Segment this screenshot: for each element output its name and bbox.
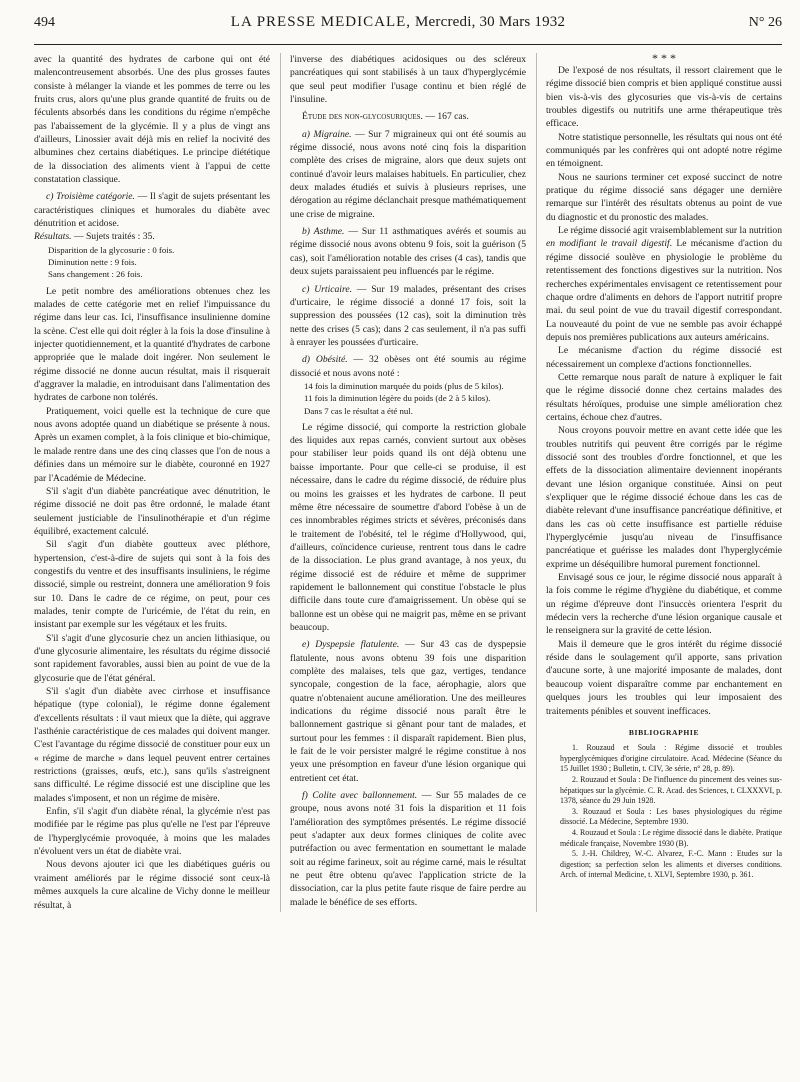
results-label: Résultats. <box>34 231 72 243</box>
emphasis: en modifiant le travail digestif <box>546 238 670 250</box>
paragraph: a) Migraine. — Sur 7 migraineux qui ont été soumis au régime dissocié, nous avons noté cinq fois la disparition complète des crises de migraine, alors que deux sujets ont continué d'avoir leurs malaises habituels. En particulier, chez deux malades étudiés et suivis à plusieurs reprises, une dérogation au régime déclanchait presque mathématiquement une crise de migraine. <box>290 128 526 220</box>
issue-date: Mercredi, 30 Mars 1932 <box>415 14 566 30</box>
paragraph: S'il s'agit d'un diabète pancréatique avec dénutrition, le régime dissocié ne doit pas être ordonné, le malade étant seulement justiciable de l'insulinothérapie et d'un régime équilibré, exactement calculé. <box>34 485 270 537</box>
paragraph: f) Colite avec ballonnement. — Sur 55 malades de ce groupe, nous avons noté 31 fois la disparition et 11 fois l'amélioration des symptômes présentés. Le régime dissocié peut s'adapter aux deux formes cliniques de colite avec putréfaction ou avec fermentation en soumettant le malade soit au régime farineux, soit au régime carné, mais le résultat ne peut être obtenu qu'avec l'application stricte de la dissociation, car la plus petite faute risque de faire perdre au malade le bénéfice de ses efforts. <box>290 790 526 908</box>
paragraph: Cette remarque nous paraît de nature à expliquer le fait que le régime dissocié donne chez certains malades des résultats héroïques, produise une simple amélioration chez certains, échoue chez d'autres. <box>546 371 782 423</box>
masthead: LA PRESSE MEDICALE, <box>230 14 412 30</box>
page-number: 494 <box>34 15 55 30</box>
column-2 <box>280 53 526 912</box>
column-1 <box>34 53 270 912</box>
paragraph: c) Troisième catégorie. — Il s'agit de sujets présentant les caractéristiques cliniques et humorales du diabète avec dénutrition et acidose. <box>34 191 270 230</box>
bibliography-entry: 2. Rouzaud et Soula : De l'influence du pincement des veines sus-hépatiques sur la glycémie. C. R. Acad. des Sciences, t. CLXXXVI, p. 1378, séance du 29 Juin 1928. <box>560 774 782 806</box>
paragraph: Envisagé sous ce jour, le régime dissocié nous apparaît à la fois comme le régime d'hygiène du diabétique, et comme un régime d'épreuve dont l'insuccès orientera l'esprit du médecin vers la recherche d'une lésion organique causale et le renseignera sur la gravité de cette lésion. <box>546 572 782 637</box>
section-label: b) Asthme. <box>302 226 345 238</box>
paragraph: d) Obésité. — 32 obèses ont été soumis au régime dissocié et nous avons noté : <box>290 354 526 379</box>
result-item: Dans 7 cas le résultat a été nul. <box>304 405 413 416</box>
paragraph: De l'exposé de nos résultats, il ressort clairement que le régime dissocié bien compris et bien appliqué constitue aussi bien vis-à-vis des glycosuries que vis-à-vis de certains troubles digestifs ou nutritifs une arme thérapeutique très efficace. <box>546 65 782 130</box>
paragraph: Notre statistique personnelle, les résultats qui nous ont été communiqués par les confrères qui ont adopté notre régime en témoignent. <box>546 131 782 170</box>
results-line: Résultats. — Sujets traités : 35. <box>34 231 155 243</box>
paragraph: S'il s'agit d'une glycosurie chez un ancien lithiasique, ou d'une glycosurie alimentaire, les résultats du régime dissocié sont rapidement favorables, aussi bien au point de vue de la glycosurie que de l'état général. <box>34 632 270 684</box>
section-label: f) Colite avec ballonnement. <box>302 790 418 802</box>
paragraph: Le petit nombre des améliorations obtenues chez les malades de cette catégorie met en relief l'impuissance du régime dans leur cas. Ici, l'insuffisance insulinienne domine la scène. C'est elle qui doit régler à la fois la dose d'insuline à injecter quotidiennement, et la quantité d'hydrates de carbone appropriée que le malade doit ingérer. Non seulement le régime dissocié ne donne aucun résultat, mais il risquerait d'aggraver la maladie, en introduisant dans l'alimentation des hydrates de carbone non tolérés. <box>34 285 270 404</box>
paragraph: e) Dyspepsie flatulente. — Sur 43 cas de dyspepsie flatulente, nous avons obtenu 39 fois une disparition complète des malaises, tels que gaz, vertiges, tendance syncopale, congestion de la face, aérophagie, alors que quatre n'obtenaient aucune amélioration. Une des meilleures indications du régime dissocié nous paraît être le ballonnement gastrique si gênant pour tant de malades, et surtout pour les femmes : il disparaît rapidement. Bien plus, le fait de le voir persister malgré le régime constitue à nos yeux une présomption en faveur d'une lésion organique qui entretient cet état. <box>290 639 527 784</box>
result-item: Disparition de la glycosurie : 0 fois. <box>48 244 175 255</box>
bibliography-entry: 1. Rouzaud et Soula : Régime dissocié et troubles hyperglycémiques d'origine circulatoire. Acad. Médecine (Séance du 15 Juillet 1930 ; Bulletin, t. CIV, 3e série, n° 28, p. 89). <box>560 743 782 774</box>
paragraph: Le régime dissocié agit vraisemblablement sur la nutrition en modifiant le travail digestif. Le mécanisme d'action du régime dissocié soulève en physiologie le problème du retentissement des fonctions digestives sur la nutrition. Nos recherches expérimentales envisagent ce retentissement pour chaque ordre d'aliments en dehors de l'apport nutritif propre mai. du seul point de vue du travail digestif correspondant. La nouveauté du point de vue ne semble pas avoir échappé depuis nos premières publications aux auteurs américains. <box>546 225 782 343</box>
bibliography-entry: 3. Rouzaud et Soula : Les bases physiologiques du régime dissocié. La Médecine, Septembre 1930. <box>560 806 782 827</box>
paragraph: l'inverse des diabétiques acidosiques ou des scléreux pancréatiques qui sont stabilisés à un taux d'hyperglycémie que seul peut modifier l'usage continu et bien réglé de l'insuline. <box>290 54 526 106</box>
result-item: Sans changement : 26 fois. <box>48 269 143 280</box>
page-header <box>34 14 782 40</box>
paragraph: Enfin, s'il s'agit d'un diabète rénal, la glycémie n'est pas modifiée par le régime pas plus qu'elle ne l'est par l'épreuve de l'hyperglycémie provoquée, à moins que les malades n'évoluent vers un état de diabète vrai. <box>34 806 270 858</box>
paragraph: Nous devons ajouter ici que les diabétiques guéris ou vraiment améliorés par le régime dissocié sont ceux-là mêmes auxquels la cure alcaline de Vichy donne le meilleur résultat, à <box>34 859 270 911</box>
section-heading: Étude des non-glycosuriques. — 167 cas. <box>302 111 469 123</box>
issue-number: N° 26 <box>748 15 782 30</box>
paragraph: Nous ne saurions terminer cet exposé succinct de notre pratique du régime dissocié sans dégager une dernière remarque sur l'intérêt des résultats obtenus au point de vue du diagnostic et du pronostic des malades. <box>546 171 782 223</box>
bibliography-title: BIBLIOGRAPHIE <box>628 727 700 737</box>
paragraph: Nous croyons pouvoir mettre en avant cette idée que les troubles nutritifs qui peuvent être corrigés par le régime dissocié sont des troubles d'ordre fonctionnel, et que les effets de la dissociation alimentaire deviennent inopérants devant une lésion organique constituée. Ainsi on peut s'expliquer que le régime dissocié échoue dans les cas de diabète relevant d'une insuffisance pancréatique définitive, et dans les cas où cette insuffisance est partielle réduise l'hyperglycémie jusqu'au niveau de l'insuffisance pancréatique et guérisse les malades dont l'hyperglycémie exprime un déséquilibre humoral purement fonctionnel. <box>546 425 782 570</box>
article-columns <box>34 53 782 912</box>
paragraph: Pratiquement, voici quelle est la technique de cure que nous avons adoptée quand un diabétique se présente à nous. Après un examen complet, à la fois clinique et bio-chimique, le malade rentre dans une des cinq classes que l'on de nous a définies dans un mémoire sur le diabète, couronné en 1927 par l'Académie de Médecine. <box>34 405 270 484</box>
paragraph: Sil s'agit d'un diabète goutteux avec pléthore, hypertension, c'est-à-dire de sujets qui sont à la fois des congestifs du ventre et des insuffisants insuliniens, le régime dissocié, simple ou restreint, donnera une amélioration 9 fois sur 10. Dans le cadre de ce régime, on peut, pour ces malades, tenir compte de l'uricémie, de l'état du rein, en insistant par exemple sur les végétaux et les fruits. <box>34 539 270 631</box>
section-label: e) Dyspepsie flatulente. <box>302 639 400 651</box>
column-3 <box>536 53 782 912</box>
section-label: d) Obésité. <box>302 354 348 366</box>
section-divider-stars: * * * <box>652 51 676 65</box>
section-label: c) Troisième catégorie. <box>46 191 135 203</box>
paragraph: Le régime dissocié, qui comporte la restriction globale des liquides aux repas carnés, convient surtout aux obèses pour stabiliser leur poids quand ils ont déjà obtenu une baisse importante. Pour que celle-ci se produise, il est nécessaire, dans le cadre du régime dissocié, de réduire plus ou moins les graisses et les hydrates de carbone. Il peut même être nécessaire de soumettre d'abord l'obèse à un de ces innombrables régimes stricts et sévères, préconisés dans le traitement de l'obésité, tel le régime d'Hollywood, qui, d'ailleurs, coïncidence curieuse, rentrent tous dans le cadre de la dissociation. Le plus grand avantage, à nos yeux, du régime dissocié est de réduire et même de supprimer rapidement le ballonnement qui constitue l'obstacle le plus difficile dans toute cure d'amaigrissement. Un obèse qui se ballonne est un obèse qui ne maigrit pas, même en se privant beaucoup. <box>290 421 526 633</box>
paragraph: Le mécanisme d'action du régime dissocié est nécessairement un complexe d'actions fonctionnelles. <box>546 345 782 370</box>
result-item: 14 fois la diminution marquée du poids (plus de 5 kilos). <box>304 380 504 391</box>
header-rule <box>34 44 782 45</box>
section-label: c) Urticaire. <box>302 283 352 295</box>
paragraph: b) Asthme. — Sur 11 asthmatiques avérés et soumis au régime dissocié nous avons obtenu 9 fois, soit la guérison (5 cas), soit l'amélioration notable des crises (4 cas), tandis que deux sujets paraissaient peu influencés par le régime. <box>290 226 526 278</box>
publication-title <box>231 14 565 31</box>
paragraph: Mais il demeure que le gros intérêt du régime dissocié réside dans le soulagement qu'il apporte, sans privation d'aucune sorte, à une majorité imposante de malades, dont beaucoup voient disparaître comme par enchantement en quelques jours les troubles qui leur imposaient des traitements pénibles et souvent inefficaces. <box>546 638 782 717</box>
bibliography-entry: 4. Rouzaud et Soula : Le régime dissocié dans le diabète. Pratique médicale française, Novembre 1930 (B). <box>560 827 782 848</box>
bibliography-entry: 5. J.-H. Childrey, W.-C. Alvarez, F.-C. Mann : Etudes sur la digestion; sa perfection selon les aliments et diverses conditions. Arch. of internal Medicine, t. XLVI, Septembre 1930, p. 361. <box>560 849 782 880</box>
section-label: a) Migraine. <box>302 128 352 140</box>
paragraph: c) Urticaire. — Sur 19 malades, présentant des crises d'urticaire, le régime dissocié a donné 17 fois, soit la suppression des poussées (12 cas), soit la diminution très nette des crises (5 cas); dans 2 cas seulement, il n'a pas suffi à enrayer les poussées d'urticaire. <box>290 283 526 348</box>
result-item: Diminution nette : 9 fois. <box>48 257 137 268</box>
paragraph: S'il s'agit d'un diabète avec cirrhose et insuffisance hépatique (type colonial), le régime donne également d'excellents résultats : il vaut mieux que la diète, qui aggrave l'asthénie caractéristique de ces malades qui doivent manger. C'est l'avantage du régime dissocié de constituer pour eux un « régime de marche » dans lequel peuvent entrer certaines restrictions (graisses, œufs, etc.), sans qu'ils s'astreignent sans difficulté. Le régime dissocié est une discipline que les malades s'imposent, et non un régime de misère. <box>34 686 270 804</box>
paragraph: avec la quantité des hydrates de carbone qui ont été malencontreusement absorbés. Une des plus grosses fautes consiste à mélanger la viande et les pommes de terre ou les fruits crus, alors qu'une plus grande quantité de fruits ou de féculents absorbés dans les conditions du régime n'empêche pas l'abaissement de la glycémie. Il y a plus de vingt ans d'ailleurs, Linossier avait déjà mis en relief la nocivité des albumines chez certains diabétiques. Le principe diététique de la dissociation des aliments vient à l'appui de cette constatation classique. <box>34 54 270 186</box>
result-item: 11 fois la diminution légère du poids (de 2 à 5 kilos). <box>304 393 491 404</box>
